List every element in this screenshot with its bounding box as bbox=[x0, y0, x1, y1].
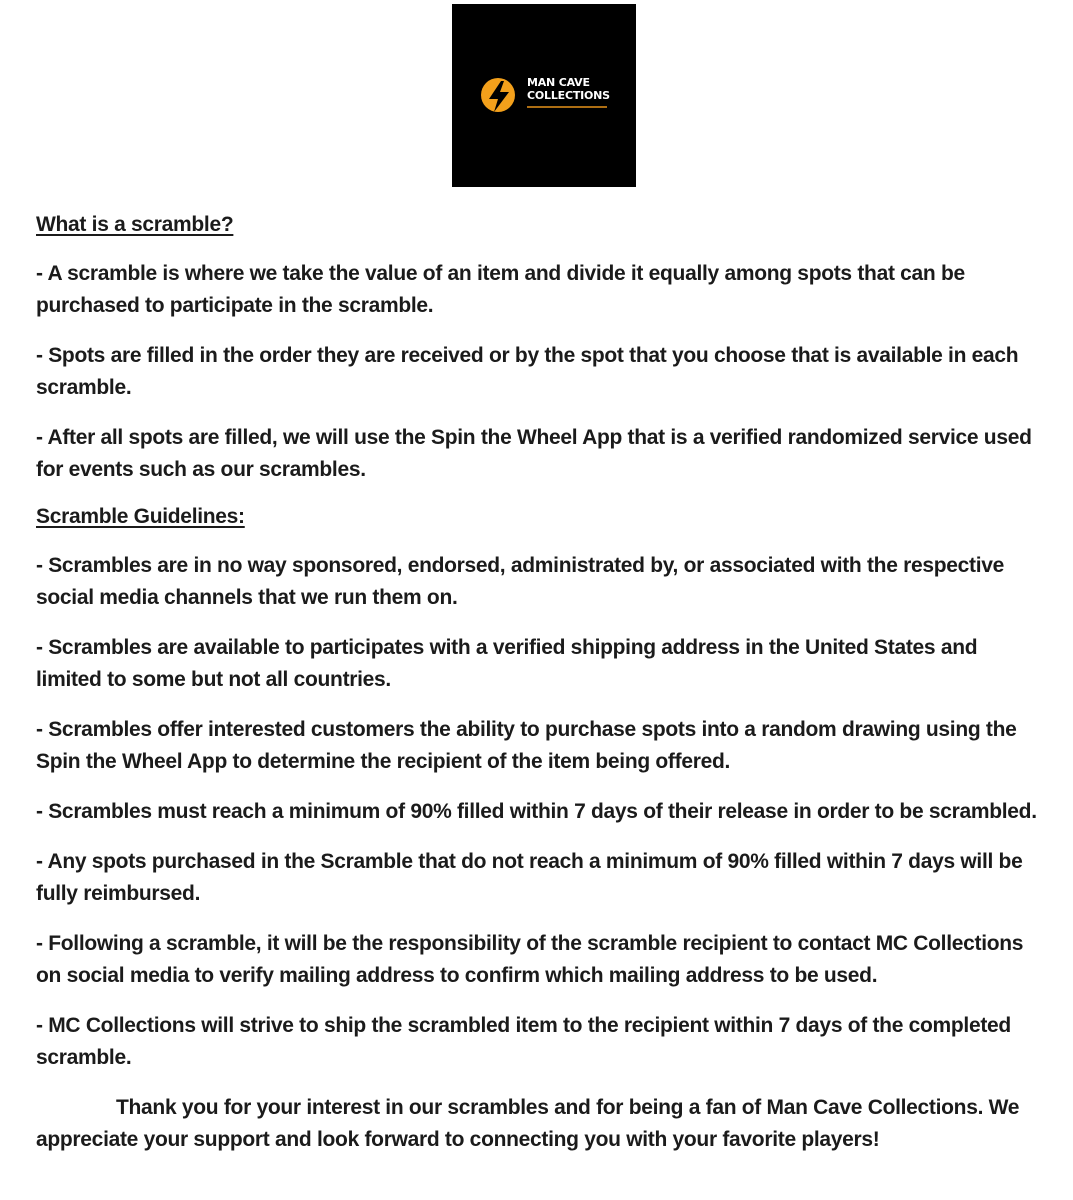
what-item-1: - A scramble is where we take the value of an item and divide it equally among spots that can be purchased to participate in the scramble. bbox=[36, 262, 965, 317]
man-cave-collections-logo bbox=[452, 4, 636, 187]
document-body bbox=[36, 210, 1046, 1156]
guideline-item-7: - MC Collections will strive to ship the scrambled item to the recipient within 7 days of the completed scramble. bbox=[36, 1014, 1011, 1069]
lightning-bolt-icon bbox=[480, 77, 520, 117]
guideline-item-1: - Scrambles are in no way sponsored, endorsed, administrated by, or associated with the respective social media channels that we run them on. bbox=[36, 554, 1005, 609]
logo-lockup bbox=[480, 73, 610, 117]
guidelines-heading: Scramble Guidelines: bbox=[36, 505, 245, 528]
guideline-item-3: - Scrambles offer interested customers the ability to purchase spots into a random drawing using the Spin the Wheel App to determine the recipient of the item being offered. bbox=[36, 718, 1017, 773]
what-is-a-scramble-heading: What is a scramble? bbox=[36, 213, 234, 236]
what-item-3: - After all spots are filled, we will use the Spin the Wheel App that is a verified randomized service used for events such as our scrambles. bbox=[36, 426, 1032, 481]
logo-tagline-rule bbox=[527, 106, 607, 108]
closing-message: Thank you for your interest in our scrambles and for being a fan of Man Cave Collections. We appreciate your support and look forward to connecting you with your favorite players! bbox=[36, 1096, 1020, 1151]
guideline-item-2: - Scrambles are available to participates with a verified shipping address in the United States and limited to some but not all countries. bbox=[36, 636, 978, 691]
guideline-item-6: - Following a scramble, it will be the responsibility of the scramble recipient to contact MC Collections on social media to verify mailing address to confirm which mailing address to be used. bbox=[36, 932, 1024, 987]
logo-line-1: MAN CAVE bbox=[527, 76, 590, 89]
guideline-item-5: - Any spots purchased in the Scramble that do not reach a minimum of 90% filled within 7 days will be fully reimbursed. bbox=[36, 850, 1023, 905]
logo-line-2: COLLECTIONS bbox=[527, 89, 610, 102]
logo-wordmark bbox=[527, 76, 617, 102]
guideline-item-4: - Scrambles must reach a minimum of 90% filled within 7 days of their release in order to be scrambled. bbox=[36, 800, 1037, 823]
what-item-2: - Spots are filled in the order they are received or by the spot that you choose that is available in each scramble. bbox=[36, 344, 1019, 399]
